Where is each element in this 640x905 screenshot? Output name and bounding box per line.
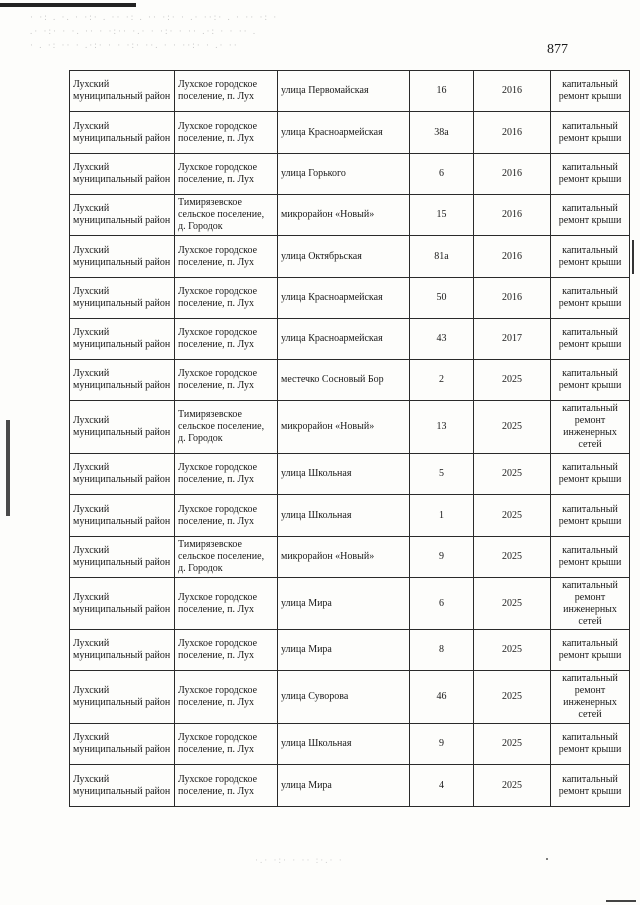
- district-cell: [70, 671, 175, 724]
- street-cell-text: улица Мира: [281, 779, 332, 791]
- year-cell-text: 2025: [502, 551, 522, 562]
- street-cell: [278, 765, 410, 807]
- settlement-cell: [175, 495, 278, 537]
- work-type-cell-text: капитальный ремонт крыши: [558, 244, 622, 268]
- house-number-cell-text: 6: [439, 597, 444, 609]
- work-type-cell: [551, 71, 630, 112]
- work-type-cell: [551, 401, 630, 454]
- work-type-cell-text: капитальный ремонт инженерных сетей: [562, 403, 618, 450]
- settlement-cell-text: Лухское городское поселение, п. Лух: [178, 462, 258, 485]
- work-type-cell-text: капитальный ремонт инженерных сетей: [562, 579, 618, 627]
- district-cell-text: Лухский муниципальный район: [73, 79, 171, 102]
- house-number-cell-text: 15: [436, 209, 447, 220]
- street-cell: [278, 578, 410, 630]
- settlement-cell: [175, 154, 278, 195]
- district-cell: [70, 360, 175, 401]
- street-cell-text: улица Первомайская: [281, 85, 369, 96]
- house-number-cell-text: 13: [436, 421, 447, 432]
- district-cell: [70, 236, 175, 278]
- work-type-cell-text: капитальный ремонт крыши: [558, 368, 622, 391]
- settlement-cell: [175, 112, 278, 154]
- year-cell: [474, 454, 551, 495]
- table-row: [70, 765, 630, 807]
- year-cell-text: 2025: [502, 509, 522, 521]
- year-cell: [474, 578, 551, 630]
- house-number-cell-text: 6: [439, 168, 444, 179]
- year-cell-text: 2025: [502, 779, 522, 791]
- settlement-cell-text: Тимирязевское сельское поселение, д. Городок: [178, 409, 265, 444]
- settlement-cell: [175, 454, 278, 495]
- house-number-cell-text: 46: [436, 691, 447, 702]
- house-number-cell: [410, 578, 474, 630]
- work-type-cell-text: капитальный ремонт крыши: [558, 638, 622, 661]
- year-cell-text: 2016: [502, 209, 522, 220]
- settlement-cell-text: Лухское городское поселение, п. Лух: [178, 732, 258, 755]
- year-cell-text: 2025: [502, 468, 522, 479]
- district-cell: [70, 765, 175, 807]
- house-number-cell: [410, 630, 474, 671]
- house-number-cell: [410, 671, 474, 724]
- work-type-cell-text: капитальный ремонт крыши: [558, 203, 622, 226]
- work-type-cell: [551, 724, 630, 765]
- settlement-cell: [175, 724, 278, 765]
- year-cell-text: 2016: [502, 85, 522, 96]
- table-row: [70, 630, 630, 671]
- house-number-cell: [410, 319, 474, 360]
- table-row: [70, 278, 630, 319]
- settlement-cell: [175, 578, 278, 630]
- street-cell: [278, 71, 410, 112]
- year-cell-text: 2025: [502, 374, 522, 385]
- work-type-cell: [551, 495, 630, 537]
- street-cell: [278, 671, 410, 724]
- house-number-cell-text: 38а: [434, 126, 449, 138]
- work-type-cell: [551, 360, 630, 401]
- table-row: [70, 537, 630, 578]
- district-cell-text: Лухский муниципальный район: [73, 203, 171, 226]
- house-number-cell-text: 50: [436, 292, 447, 303]
- district-cell: [70, 578, 175, 630]
- work-type-cell: [551, 319, 630, 360]
- year-cell-text: 2016: [502, 126, 522, 138]
- street-cell-text: улица Школьная: [281, 738, 352, 749]
- house-number-cell-text: 1: [439, 509, 444, 521]
- house-number-cell-text: 8: [439, 644, 444, 655]
- street-cell-text: улица Суворова: [281, 691, 349, 702]
- work-type-cell-text: капитальный ремонт инженерных сетей: [562, 673, 618, 720]
- year-cell: [474, 112, 551, 154]
- district-cell-text: Лухский муниципальный район: [73, 732, 171, 755]
- street-cell-text: микрорайон «Новый»: [281, 209, 375, 220]
- settlement-cell: [175, 319, 278, 360]
- bottom-edge-rule: [606, 900, 636, 902]
- district-cell-text: Лухский муниципальный район: [73, 638, 171, 661]
- year-cell-text: 2025: [502, 738, 522, 749]
- work-type-cell: [551, 454, 630, 495]
- table-row: [70, 154, 630, 195]
- district-cell-text: Лухский муниципальный район: [73, 503, 171, 527]
- street-cell: [278, 319, 410, 360]
- work-type-cell: [551, 630, 630, 671]
- work-type-cell-text: капитальный ремонт крыши: [558, 503, 622, 527]
- year-cell-text: 2025: [502, 597, 522, 609]
- settlement-cell-text: Лухское городское поселение, п. Лух: [178, 773, 258, 797]
- settlement-cell-text: Тимирязевское сельское поселение, д. Городок: [178, 539, 265, 574]
- work-type-cell: [551, 236, 630, 278]
- table-row: [70, 454, 630, 495]
- year-cell: [474, 360, 551, 401]
- housing-repair-table: [69, 70, 630, 807]
- district-cell: [70, 495, 175, 537]
- house-number-cell-text: 16: [436, 85, 447, 96]
- table-row: [70, 360, 630, 401]
- street-cell-text: микрорайон «Новый»: [281, 421, 375, 432]
- work-type-cell-text: капитальный ремонт крыши: [558, 162, 622, 185]
- house-number-cell: [410, 537, 474, 578]
- district-cell: [70, 630, 175, 671]
- house-number-cell-text: 4: [439, 779, 444, 791]
- settlement-cell-text: Лухское городское поселение, п. Лух: [178, 685, 258, 708]
- year-cell-text: 2017: [502, 333, 522, 344]
- house-number-cell-text: 9: [439, 551, 444, 562]
- work-type-cell: [551, 154, 630, 195]
- district-cell-text: Лухский муниципальный район: [73, 286, 171, 309]
- street-cell: [278, 495, 410, 537]
- scan-speck: [546, 858, 548, 860]
- house-number-cell-text: 43: [436, 333, 447, 344]
- house-number-cell: [410, 236, 474, 278]
- year-cell: [474, 319, 551, 360]
- house-number-cell: [410, 195, 474, 236]
- house-number-cell-text: 2: [439, 374, 444, 385]
- table-row: [70, 236, 630, 278]
- settlement-cell-text: Лухское городское поселение, п. Лух: [178, 286, 258, 309]
- district-cell-text: Лухский муниципальный район: [73, 120, 171, 144]
- work-type-cell: [551, 765, 630, 807]
- year-cell-text: 2025: [502, 421, 522, 432]
- street-cell-text: улица Школьная: [281, 468, 352, 479]
- district-cell-text: Лухский муниципальный район: [73, 591, 171, 615]
- settlement-cell-text: Лухское городское поселение, п. Лух: [178, 503, 258, 527]
- district-cell-text: Лухский муниципальный район: [73, 773, 171, 797]
- street-cell: [278, 454, 410, 495]
- page-number: 877: [547, 42, 568, 57]
- settlement-cell-text: Лухское городское поселение, п. Лух: [178, 79, 258, 102]
- settlement-cell-text: Лухское городское поселение, п. Лух: [178, 368, 258, 391]
- settlement-cell: [175, 278, 278, 319]
- year-cell: [474, 278, 551, 319]
- settlement-cell-text: Лухское городское поселение, п. Лух: [178, 120, 258, 144]
- street-cell: [278, 724, 410, 765]
- scan-bleed-through: ·.· ·:· · ·· :·.· ·: [255, 855, 344, 865]
- work-type-cell-text: капитальный ремонт крыши: [558, 773, 622, 797]
- street-cell: [278, 630, 410, 671]
- house-number-cell-text: 9: [439, 738, 444, 749]
- house-number-cell: [410, 112, 474, 154]
- year-cell-text: 2025: [502, 691, 522, 702]
- year-cell: [474, 236, 551, 278]
- street-cell-text: улица Красноармейская: [281, 292, 383, 303]
- street-cell-text: микрорайон «Новый»: [281, 551, 375, 562]
- house-number-cell: [410, 154, 474, 195]
- house-number-cell: [410, 495, 474, 537]
- year-cell: [474, 671, 551, 724]
- street-cell: [278, 236, 410, 278]
- district-cell-text: Лухский муниципальный район: [73, 244, 171, 268]
- year-cell: [474, 630, 551, 671]
- year-cell: [474, 401, 551, 454]
- settlement-cell: [175, 360, 278, 401]
- table-row: [70, 71, 630, 112]
- street-cell-text: улица Октябрьская: [281, 250, 362, 262]
- district-cell: [70, 724, 175, 765]
- street-cell: [278, 154, 410, 195]
- district-cell-text: Лухский муниципальный район: [73, 462, 171, 485]
- district-cell: [70, 401, 175, 454]
- street-cell: [278, 278, 410, 319]
- settlement-cell-text: Лухское городское поселение, п. Лух: [178, 162, 258, 185]
- scan-bleed-through: · ·: . ·. · ·:· . ·· ·: . ·· ·:· · .· ··:· . · ·· ·: · .· ·:· · ·. ·· · ·:·· ·.· · ·:· · ·· .·: · · ·· . · . ·: ·· · .·:· · · ·:· ··. · · ··:· · .· ··: [30, 12, 279, 50]
- table-row: [70, 319, 630, 360]
- work-type-cell-text: капитальный ремонт крыши: [558, 732, 622, 755]
- settlement-cell: [175, 537, 278, 578]
- street-cell-text: улица Мира: [281, 644, 332, 655]
- year-cell: [474, 195, 551, 236]
- district-cell: [70, 319, 175, 360]
- table-row: [70, 401, 630, 454]
- table-row: [70, 671, 630, 724]
- street-cell: [278, 537, 410, 578]
- work-type-cell: [551, 112, 630, 154]
- house-number-cell: [410, 401, 474, 454]
- settlement-cell: [175, 401, 278, 454]
- settlement-cell: [175, 71, 278, 112]
- street-cell: [278, 112, 410, 154]
- table-row: [70, 195, 630, 236]
- work-type-cell-text: капитальный ремонт крыши: [558, 286, 622, 309]
- district-cell: [70, 537, 175, 578]
- district-cell: [70, 154, 175, 195]
- street-cell-text: местечко Сосновый Бор: [281, 374, 384, 385]
- table-row: [70, 724, 630, 765]
- district-cell: [70, 454, 175, 495]
- table-row: [70, 112, 630, 154]
- district-cell: [70, 278, 175, 319]
- work-type-cell-text: капитальный ремонт крыши: [558, 120, 622, 144]
- year-cell: [474, 71, 551, 112]
- district-cell-text: Лухский муниципальный район: [73, 368, 171, 391]
- settlement-cell: [175, 236, 278, 278]
- table-row: [70, 578, 630, 630]
- work-type-cell-text: капитальный ремонт крыши: [558, 327, 622, 350]
- table-body: [70, 71, 630, 807]
- district-cell: [70, 195, 175, 236]
- scan-edge-mark: [632, 240, 634, 274]
- settlement-cell-text: Тимирязевское сельское поселение, д. Городок: [178, 197, 265, 232]
- settlement-cell-text: Лухское городское поселение, п. Лух: [178, 638, 258, 661]
- table-row: [70, 495, 630, 537]
- district-cell-text: Лухский муниципальный район: [73, 415, 171, 438]
- house-number-cell: [410, 360, 474, 401]
- year-cell: [474, 765, 551, 807]
- street-cell-text: улица Школьная: [281, 509, 352, 521]
- settlement-cell-text: Лухское городское поселение, п. Лух: [178, 591, 258, 615]
- settlement-cell: [175, 195, 278, 236]
- street-cell-text: улица Красноармейская: [281, 126, 383, 138]
- scan-edge-mark: [6, 420, 10, 516]
- year-cell-text: 2016: [502, 292, 522, 303]
- top-edge-rule: [0, 3, 136, 7]
- district-cell-text: Лухский муниципальный район: [73, 685, 171, 708]
- street-cell: [278, 401, 410, 454]
- work-type-cell-text: капитальный ремонт крыши: [558, 545, 622, 568]
- house-number-cell: [410, 278, 474, 319]
- settlement-cell: [175, 671, 278, 724]
- year-cell-text: 2025: [502, 644, 522, 655]
- house-number-cell-text: 81а: [434, 250, 449, 262]
- street-cell-text: улица Мира: [281, 597, 332, 609]
- work-type-cell: [551, 195, 630, 236]
- settlement-cell-text: Лухское городское поселение, п. Лух: [178, 244, 258, 268]
- street-cell-text: улица Красноармейская: [281, 333, 383, 344]
- district-cell-text: Лухский муниципальный район: [73, 162, 171, 185]
- settlement-cell-text: Лухское городское поселение, п. Лух: [178, 327, 258, 350]
- work-type-cell: [551, 537, 630, 578]
- district-cell: [70, 112, 175, 154]
- district-cell: [70, 71, 175, 112]
- house-number-cell: [410, 71, 474, 112]
- work-type-cell: [551, 278, 630, 319]
- street-cell-text: улица Горького: [281, 168, 346, 179]
- house-number-cell-text: 5: [439, 468, 444, 479]
- year-cell: [474, 495, 551, 537]
- district-cell-text: Лухский муниципальный район: [73, 545, 171, 568]
- year-cell: [474, 537, 551, 578]
- settlement-cell: [175, 765, 278, 807]
- street-cell: [278, 195, 410, 236]
- work-type-cell-text: капитальный ремонт крыши: [558, 462, 622, 485]
- year-cell-text: 2016: [502, 168, 522, 179]
- street-cell: [278, 360, 410, 401]
- house-number-cell: [410, 454, 474, 495]
- work-type-cell: [551, 578, 630, 630]
- house-number-cell: [410, 765, 474, 807]
- work-type-cell: [551, 671, 630, 724]
- year-cell: [474, 154, 551, 195]
- house-number-cell: [410, 724, 474, 765]
- year-cell: [474, 724, 551, 765]
- year-cell-text: 2016: [502, 250, 522, 262]
- work-type-cell-text: капитальный ремонт крыши: [558, 79, 622, 102]
- district-cell-text: Лухский муниципальный район: [73, 327, 171, 350]
- settlement-cell: [175, 630, 278, 671]
